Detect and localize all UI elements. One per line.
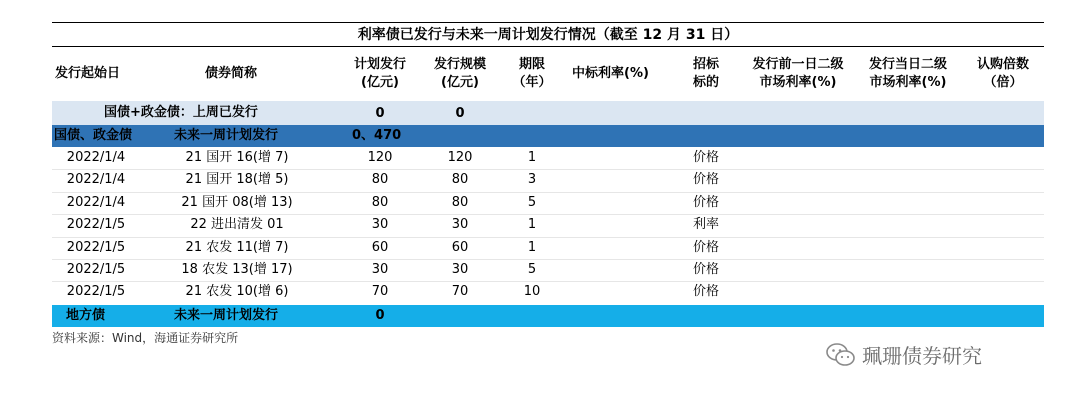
header-term: 期限 （年）	[512, 57, 552, 90]
cell-date: 2022/1/5	[66, 284, 126, 300]
table-row	[52, 237, 752, 259]
header-date: 发行起始日	[55, 66, 121, 81]
header-prev-rate: 发行前一日二级 市场利率(%)	[752, 57, 844, 90]
table-row	[52, 147, 752, 169]
table-row	[52, 259, 752, 281]
issued-last-week-label: 国债+政金债：上周已发行	[104, 105, 258, 120]
cell-date: 2022/1/5	[66, 239, 126, 255]
local-bond-label: 未来一周计划发行	[174, 308, 279, 323]
cell-term: 5	[527, 262, 537, 277]
cell-date: 2022/1/4	[66, 172, 126, 188]
cell-term: 1	[527, 239, 537, 255]
cell-term: 1	[527, 150, 537, 165]
source-note: 资料来源：Wind，海通证券研究所	[52, 331, 239, 345]
cell-scale: 120	[447, 150, 473, 165]
cell-tender: 价格	[692, 262, 719, 277]
header-same-rate: 发行当日二级 市场利率(%)	[868, 57, 947, 90]
cell-tender: 价格	[692, 150, 719, 165]
cell-scale: 80	[451, 194, 469, 210]
table-row	[52, 214, 752, 236]
cell-plan: 70	[371, 284, 389, 300]
header-plan: 计划发行 (亿元)	[353, 57, 406, 90]
cell-term: 3	[527, 172, 537, 188]
local-bond-category: 地方债	[66, 308, 106, 323]
table-row	[52, 281, 752, 303]
cell-scale: 30	[451, 262, 469, 277]
cell-name: 21 国开 18(增 5)	[185, 172, 289, 188]
cell-plan: 30	[371, 217, 389, 233]
header-scale: 发行规模 (亿元)	[433, 57, 486, 90]
cell-name: 22 进出清发 01	[190, 217, 284, 233]
cell-scale: 30	[451, 217, 469, 233]
cell-plan: 120	[367, 150, 393, 165]
next-week-plan-band	[52, 125, 1044, 147]
cell-scale: 80	[451, 172, 469, 188]
cell-plan: 80	[371, 194, 389, 210]
cell-term: 10	[523, 284, 541, 300]
cell-scale: 70	[451, 284, 469, 300]
issued-last-week-scale: 0	[455, 106, 465, 121]
title-top-rule	[52, 22, 1044, 23]
cell-name: 21 农发 10(增 6)	[185, 284, 289, 300]
header-rate: 中标利率(%)	[572, 66, 649, 81]
cell-name: 21 国开 16(增 7)	[185, 150, 289, 165]
watermark	[826, 340, 982, 369]
wechat-icon	[826, 342, 856, 368]
issued-last-week-plan: 0	[375, 106, 385, 121]
title-bottom-rule	[52, 46, 1044, 47]
table-title: 利率债已发行与未来一周计划发行情况（截至 12 月 31 日）	[357, 27, 739, 43]
next-week-plan: 0、470	[352, 128, 402, 143]
cell-term: 1	[527, 217, 537, 233]
cell-tender: 价格	[692, 284, 719, 300]
cell-name: 21 国开 08(增 13)	[181, 194, 293, 210]
cell-scale: 60	[451, 239, 469, 255]
cell-tender: 价格	[692, 239, 719, 255]
watermark-text: 珮珊债券研究	[862, 344, 982, 368]
cell-tender: 利率	[692, 217, 719, 233]
next-week-label: 未来一周计划发行	[174, 128, 279, 143]
header-name: 债券简称	[205, 66, 258, 81]
local-bond-band	[52, 305, 1044, 327]
cell-plan: 60	[371, 239, 389, 255]
next-week-category: 国债、政金债	[54, 128, 133, 143]
cell-tender: 价格	[692, 172, 719, 188]
cell-date: 2022/1/4	[66, 194, 126, 210]
cell-tender: 价格	[692, 194, 719, 210]
issued-last-week-band	[52, 101, 1044, 125]
table-row	[52, 192, 752, 214]
header-tender: 招标 标的	[692, 57, 719, 90]
cell-name: 21 农发 11(增 7)	[185, 239, 289, 255]
local-bond-plan: 0	[375, 308, 385, 323]
cell-date: 2022/1/5	[66, 217, 126, 233]
cell-date: 2022/1/4	[66, 150, 126, 165]
cell-plan: 80	[371, 172, 389, 188]
cell-term: 5	[527, 194, 537, 210]
cell-plan: 30	[371, 262, 389, 277]
cell-date: 2022/1/5	[66, 262, 126, 277]
header-bid-multiple: 认购倍数 （倍）	[976, 57, 1029, 90]
cell-name: 18 农发 13(增 17)	[181, 262, 293, 277]
table-row	[52, 169, 752, 191]
